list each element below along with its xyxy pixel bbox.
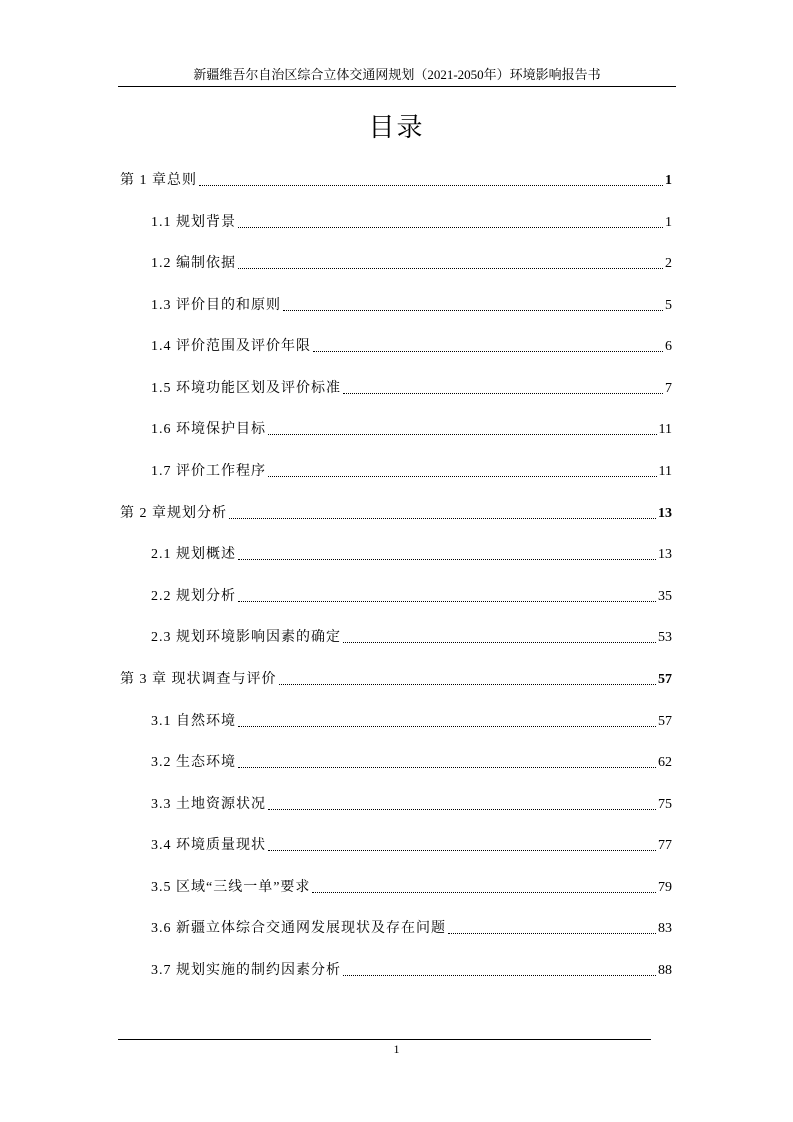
toc-entry-chapter-1[interactable] — [120, 169, 672, 191]
toc-entry-page-number: 5 — [665, 298, 672, 313]
dot-leader — [279, 684, 657, 685]
dot-leader — [238, 601, 656, 602]
dot-leader — [238, 559, 656, 560]
toc-entry-page-number: 13 — [658, 506, 672, 521]
running-header: 新疆维吾尔自治区综合立体交通网规划（2021-2050年）环境影响报告书 — [193, 67, 601, 82]
dot-leader — [268, 434, 657, 435]
dot-leader — [238, 726, 656, 727]
dot-leader — [343, 975, 656, 976]
footer-page-number: 1 — [393, 1042, 400, 1056]
dot-leader — [313, 351, 663, 352]
toc-entry-page-number: 75 — [658, 797, 672, 812]
toc-entry-page-number: 57 — [658, 672, 672, 687]
toc-entry-3-2[interactable] — [151, 751, 672, 773]
dot-leader — [268, 850, 656, 851]
toc-entry-page-number: 6 — [665, 339, 672, 354]
toc-entry-page-number: 7 — [665, 381, 672, 396]
dot-leader — [343, 642, 656, 643]
toc-entry-label: 1.6 环境保护目标 — [151, 422, 266, 437]
toc-entry-label: 3.6 新疆立体综合交通网发展现状及存在问题 — [151, 921, 446, 936]
toc-entry-label: 3.4 环境质量现状 — [151, 838, 266, 853]
toc-entry-label: 3.3 土地资源状况 — [151, 797, 266, 812]
toc-entry-label: 第 1 章总则 — [120, 173, 197, 188]
toc-entry-label: 1.3 评价目的和原则 — [151, 298, 281, 313]
dot-leader — [283, 310, 663, 311]
toc-entry-1-4[interactable] — [151, 335, 672, 357]
toc-entry-label: 3.2 生态环境 — [151, 755, 236, 770]
toc-entry-page-number: 11 — [658, 422, 672, 437]
footer-divider — [118, 1039, 651, 1040]
toc-entry-page-number: 1 — [665, 173, 672, 188]
toc-entry-chapter-2[interactable] — [120, 502, 672, 524]
toc-entry-1-5[interactable] — [151, 377, 672, 399]
toc-entry-page-number: 13 — [658, 547, 672, 562]
dot-leader — [312, 892, 656, 893]
toc-entry-3-1[interactable] — [151, 710, 672, 732]
dot-leader — [229, 518, 656, 519]
toc-entry-label: 3.5 区域“三线一单”要求 — [151, 880, 311, 895]
toc-entry-2-2[interactable] — [151, 585, 672, 607]
toc-entry-label: 2.2 规划分析 — [151, 589, 236, 604]
toc-entry-label: 1.7 评价工作程序 — [151, 464, 266, 479]
dot-leader — [238, 268, 663, 269]
toc-entry-3-7[interactable] — [151, 959, 672, 981]
dot-leader — [448, 933, 656, 934]
toc-entry-label: 2.3 规划环境影响因素的确定 — [151, 630, 341, 645]
toc-entry-label: 第 2 章规划分析 — [120, 506, 227, 521]
toc-entry-page-number: 79 — [658, 880, 672, 895]
toc-entry-1-2[interactable] — [151, 252, 672, 274]
toc-entry-3-6[interactable] — [151, 917, 672, 939]
toc-entry-1-6[interactable] — [151, 418, 672, 440]
toc-entry-label: 1.1 规划背景 — [151, 215, 236, 230]
toc-entry-label: 1.2 编制依据 — [151, 256, 236, 271]
toc-entry-page-number: 88 — [658, 963, 672, 978]
dot-leader — [199, 185, 663, 186]
toc-entry-label: 3.1 自然环境 — [151, 714, 236, 729]
toc-entry-3-4[interactable] — [151, 834, 672, 856]
toc-entry-page-number: 83 — [658, 921, 672, 936]
toc-entry-3-3[interactable] — [151, 793, 672, 815]
dot-leader — [343, 393, 663, 394]
dot-leader — [268, 809, 656, 810]
toc-entry-3-5[interactable] — [151, 876, 672, 898]
toc-entry-2-3[interactable] — [151, 626, 672, 648]
toc-entry-page-number: 2 — [665, 256, 672, 271]
toc-entry-label: 2.1 规划概述 — [151, 547, 236, 562]
toc-entry-page-number: 62 — [658, 755, 672, 770]
dot-leader — [238, 227, 663, 228]
toc-entry-page-number: 53 — [658, 630, 672, 645]
toc-entry-page-number: 1 — [665, 215, 672, 230]
dot-leader — [268, 476, 657, 477]
toc-entry-page-number: 35 — [658, 589, 672, 604]
dot-leader — [238, 767, 656, 768]
toc-entry-chapter-3[interactable] — [120, 668, 672, 690]
toc-entry-1-3[interactable] — [151, 294, 672, 316]
toc-entry-label: 1.5 环境功能区划及评价标准 — [151, 381, 341, 396]
toc-title: 目录 — [368, 113, 425, 142]
toc-entry-page-number: 57 — [658, 714, 672, 729]
toc-entry-page-number: 11 — [658, 464, 672, 479]
toc-entry-1-1[interactable] — [151, 211, 672, 233]
toc-entry-label: 3.7 规划实施的制约因素分析 — [151, 963, 341, 978]
toc-entry-2-1[interactable] — [151, 543, 672, 565]
toc-entry-label: 1.4 评价范围及评价年限 — [151, 339, 311, 354]
toc-entry-label: 第 3 章 现状调查与评价 — [120, 672, 277, 687]
toc-entry-1-7[interactable] — [151, 460, 672, 482]
toc-entry-page-number: 77 — [658, 838, 672, 853]
